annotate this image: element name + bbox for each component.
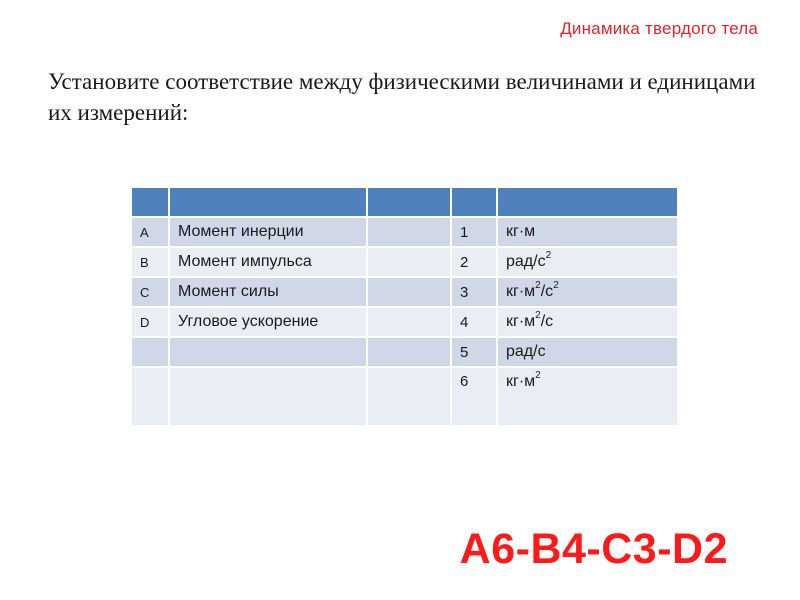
unit-value: рад/$с^2$ — [497, 247, 678, 277]
table-row — [131, 277, 678, 307]
unit-number: 3 — [451, 277, 497, 307]
quantity-name — [169, 337, 367, 367]
row-letter — [131, 337, 169, 367]
quantity-name — [169, 367, 367, 426]
row-letter — [131, 367, 169, 426]
table-row — [131, 217, 678, 247]
unit-number: 2 — [451, 247, 497, 277]
answer-text: A6-B4-C3-D2 — [459, 525, 728, 573]
unit-value: кг·м — [497, 217, 678, 247]
unit-number: 5 — [451, 337, 497, 367]
table-row — [131, 307, 678, 337]
matching-table — [130, 186, 679, 427]
table-row — [131, 367, 678, 426]
row-letter: C — [131, 277, 169, 307]
row-letter: B — [131, 247, 169, 277]
unit-number: 4 — [451, 307, 497, 337]
task-text: Установите соответствие между физическими величинами и единицами их измерений: — [48, 69, 756, 125]
table-header-row — [131, 187, 678, 217]
quantity-name: Момент импульса — [169, 247, 367, 277]
quantity-name: Угловое ускорение — [169, 307, 367, 337]
unit-number: 1 — [451, 217, 497, 247]
topic-title: Динамика твердого тела — [560, 19, 758, 38]
quantity-name: Момент инерции — [169, 217, 367, 247]
table-row — [131, 247, 678, 277]
row-letter: A — [131, 217, 169, 247]
unit-value: $кг\cdot м^2$ — [497, 367, 678, 426]
quantity-name: Момент силы — [169, 277, 367, 307]
table-row — [131, 337, 678, 367]
row-letter: D — [131, 307, 169, 337]
unit-value: $кг\cdot м^2/с^2$ — [497, 277, 678, 307]
unit-value: рад/с — [497, 337, 678, 367]
unit-value: $кг\cdot м^2/с$ — [497, 307, 678, 337]
unit-number: 6 — [451, 367, 497, 426]
